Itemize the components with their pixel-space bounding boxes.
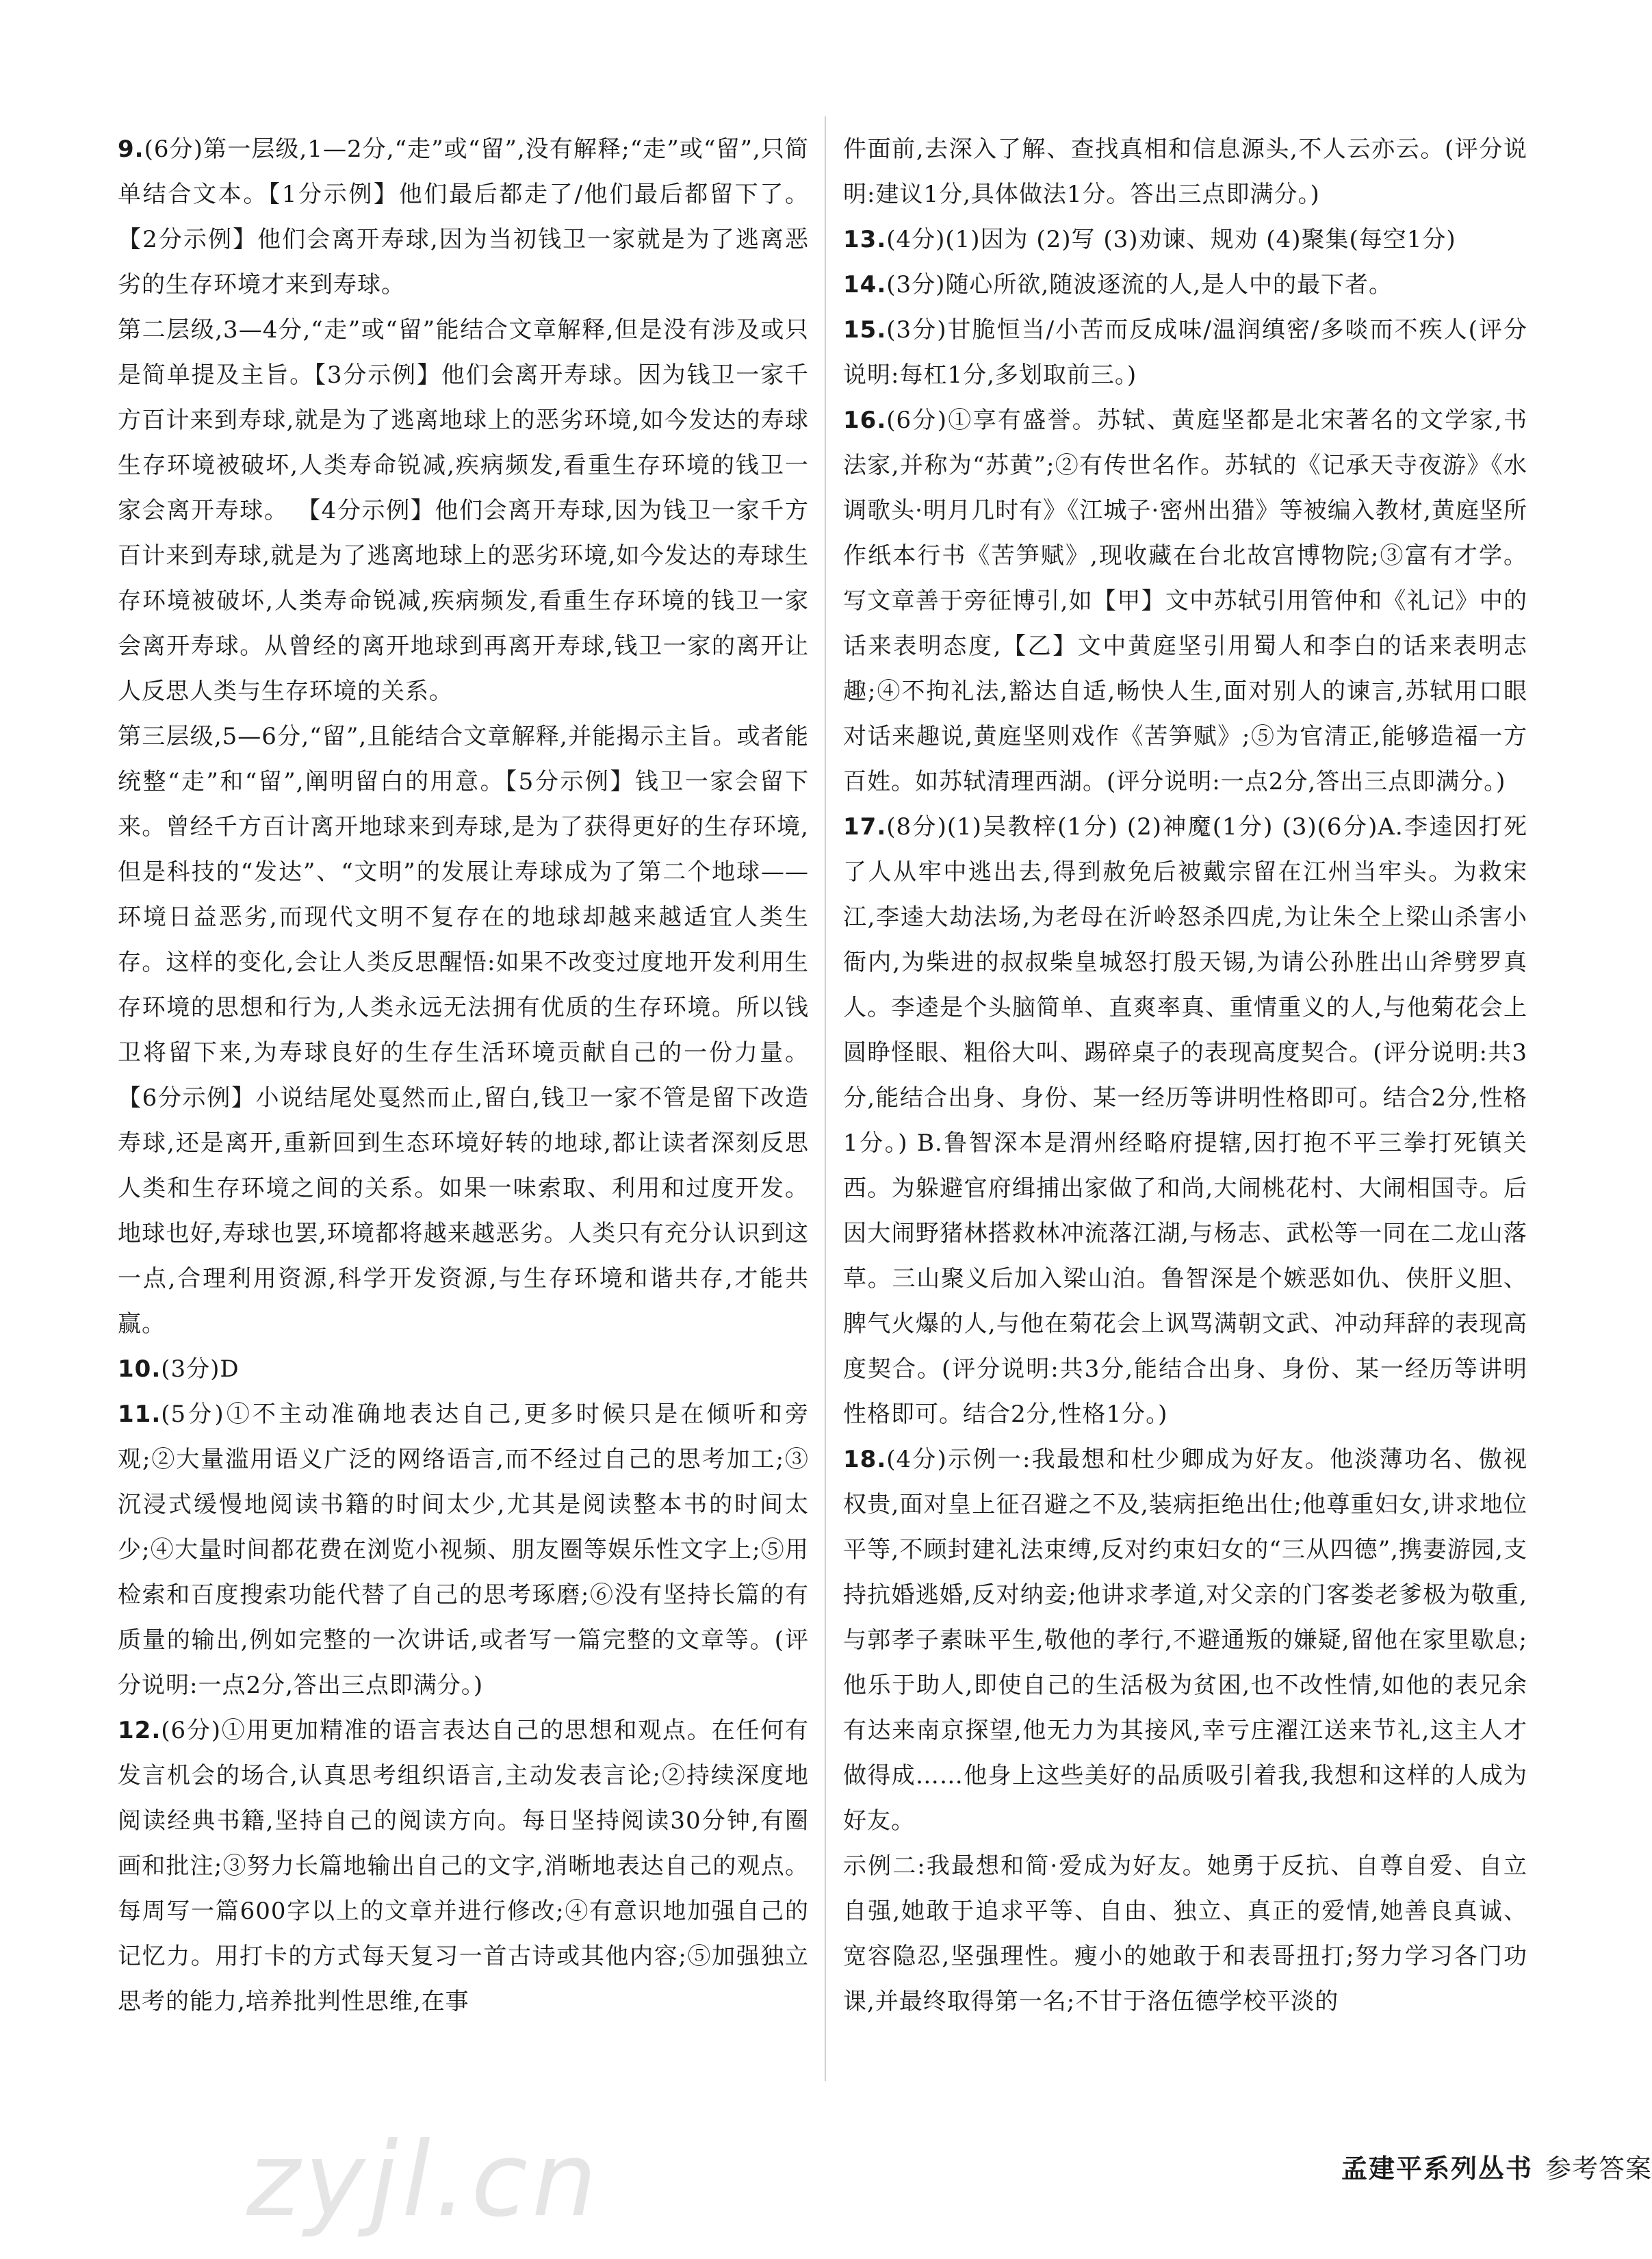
answer-text: (5分)①不主动准确地表达自己,更多时候只是在倾听和旁观;②大量滥用语义广泛的网络语言,而不经过自己的思考加工;③沉浸式缓慢地阅读书籍的时间太少,尤其是阅读整本书的时间太少;④大量时间都花费在浏览小视频、朋友圈等娱乐性文字上;⑤用检索和百度搜索功能代替了自己的思考琢磨;⑥没有坚持长篇的有质量的输出,例如完整的一次讲话,或者写一篇完整的文章等。(评分说明:一点2分,答出三点即满分。) [118,1401,809,1699]
question-number: 15. [843,316,887,344]
answer-text: (6分)①享有盛誉。苏轼、黄庭坚都是北宋著名的文学家,书法家,并称为“苏黄”;②有传世名作。苏轼的《记承天寺夜游》《水调歌头·明月几时有》《江城子·密州出猎》等被编入教材,黄庭坚所作纸本行书《苦笋赋》,现收藏在台北故宫博物院;③富有才学。写文章善于旁征博引,如【甲】文中苏轼引用管仲和《礼记》中的话来表明态度,【乙】文中黄庭坚引用蜀人和李白的话来表明志趣;④不拘礼法,豁达自适,畅快人生,面对别人的谏言,苏轼用口眼对话来趣说,黄庭坚则戏作《苦笋赋》;⑤为官清正,能够造福一方百姓。如苏轼清理西湖。(评分说明:一点2分,答出三点即满分。) [843,407,1527,795]
answer-text: (3分)D [161,1355,240,1383]
answer-item [843,804,1527,1437]
answer-text: (6分)①用更加精准的语言表达自己的思想和观点。在任何有发言机会的场合,认真思考组织语言,主动发表言论;②持续深度地阅读经典书籍,坚持自己的阅读方向。每日坚持阅读30分钟,有圈画和批注;③努力长篇地输出自己的文字,消晰地表达自己的观点。每周写一篇600字以上的文章并进行修改;④有意识地加强自己的记忆力。用打卡的方式每天复习一首古诗或其他内容;⑤加强独立思考的能力,培养批判性思维,在事 [118,1717,809,2015]
answer-paragraph: 示例二:我最想和简·爱成为好友。她勇于反抗、自尊自爱、自立自强,她敢于追求平等、自由、独立、真正的爱情,她善良真诚、宽容隐忍,坚强理性。瘦小的她敢于和表哥扭打;努力学习各门功课,并最终取得第一名;不甘于洛伍德学校平淡的 [843,1852,1527,2015]
answer-text: (8分)(1)吴教梓(1分) (2)神魔(1分) (3)(6分)A.李逵因打死了人从牢中逃出去,得到赦免后被戴宗留在江州当牢头。为救宋江,李逵大劫法场,为老母在沂岭怒杀四虎,为让朱仝上梁山杀害小衙内,为柴进的叔叔柴皇城怒打殷天锡,为请公孙胜出山斧劈罗真人。李逵是个头脑简单、直爽率真、重情重义的人,与他菊花会上圆睁怪眼、粗俗大叫、踢碎桌子的表现高度契合。(评分说明:共3分,能结合出身、身份、某一经历等讲明性格即可。结合2分,性格1分。) B.鲁智深本是渭州经略府提辖,因打抱不平三拳打死镇关西。为躲避官府缉捕出家做了和尚,大闹桃花村、大闹相国寺。后因大闹野猪林搭救林冲流落江湖,与杨志、武松等一同在二龙山落草。三山聚义后加入梁山泊。鲁智深是个嫉恶如仇、侠肝义胆、脾气火爆的人,与他在菊花会上讽骂满朝文武、冲动拜辞的表现高度契合。(评分说明:共3分,能结合出身、身份、某一经历等讲明性格即可。结合2分,性格1分。) [843,813,1527,1428]
answer-item [843,398,1527,804]
answer-item [118,127,809,307]
answer-label: 参考答案 [1545,2154,1652,2184]
answer-item [843,307,1527,398]
question-number: 13. [843,226,887,253]
series-title: 孟建平系列丛书 [1341,2153,1534,2184]
answer-paragraph: 件面前,去深入了解、查找真相和信息源头,不人云亦云。(评分说明:建议1分,具体做法1分。答出三点即满分。) [843,136,1527,208]
column-divider [825,116,826,2081]
question-number: 18. [843,1446,887,1473]
right-column [843,127,1527,2024]
question-number: 17. [843,813,887,841]
question-number: 11. [118,1401,162,1428]
answer-paragraph: 第三层级,5—6分,“留”,且能结合文章解释,并能揭示主旨。或者能统整“走”和“留”,阐明留白的用意。【5分示例】钱卫一家会留下来。曾经千方百计离开地球来到寿球,是为了获得更好的生存环境,但是科技的“发达”、“文明”的发展让寿球成为了第二个地球——环境日益恶劣,而现代文明不复存在的地球却越来越适宜人类生存。这样的变化,会让人类反思醒悟:如果不改变过度地开发利用生存环境的思想和行为,人类永远无法拥有优质的生存环境。所以钱卫将留下来,为寿球良好的生存生活环境贡献自己的一份力量。 【6分示例】小说结尾处戛然而止,留白,钱卫一家不管是留下改造寿球,还是离开,重新回到生态环境好转的地球,都让读者深刻反思人类和生存环境之间的关系。如果一味索取、利用和过度开发。地球也好,寿球也罢,环境都将越来越恶劣。人类只有充分认识到这一点,合理利用资源,科学开发资源,与生存环境和谐共存,才能共赢。 [118,723,809,1338]
answer-text: (4分)示例一:我最想和杜少卿成为好友。他淡薄功名、傲视权贵,面对皇上征召避之不及,装病拒绝出仕;他尊重妇女,讲求地位平等,不顾封建礼法束缚,反对约束妇女的“三从四德”,携妻游园,支持抗婚逃婚,反对纳妾;他讲求孝道,对父亲的门客娄老爹极为敬重,与郭孝子素昧平生,敬他的孝行,不避通叛的嫌疑,留他在家里歇息;他乐于助人,即使自己的生活极为贫困,也不改性情,如他的表兄余有达来南京探望,他无力为其接风,幸亏庄濯江送来节礼,这主人才做得成……他身上这些美好的品质吸引着我,我想和这样的人成为好友。 [843,1446,1527,1835]
question-number: 14. [843,271,887,298]
question-number: 10. [118,1355,162,1383]
question-number: 12. [118,1717,162,1744]
answer-item [843,262,1527,307]
answer-paragraph: 第二层级,3—4分,“走”或“留”能结合文章解释,但是没有涉及或只是简单提及主旨。【3分示例】他们会离开寿球。因为钱卫一家千方百计来到寿球,就是为了逃离地球上的恶劣环境,如今发达的寿球生存环境被破坏,人类寿命锐减,疾病频发,看重生存环境的钱卫一家会离开寿球。 【4分示例】他们会离开寿球,因为钱卫一家千方百计来到寿球,就是为了逃离地球上的恶劣环境,如今发达的寿球生存环境被破坏,人类寿命锐减,疾病频发,看重生存环境的钱卫一家会离开寿球。从曾经的离开地球到再离开寿球,钱卫一家的离开让人反思人类与生存环境的关系。 [118,316,809,705]
answer-text: (3分)随心所欲,随波逐流的人,是人中的最下者。 [886,271,1393,298]
watermark: zyjl.cn [246,2121,602,2240]
page-footer [1341,2148,1652,2189]
answer-text: (3分)甘脆恒当/小苦而反成味/温润缜密/多啖而不疾人(评分说明:每杠1分,多划取前三。) [843,316,1527,389]
answer-item [118,1392,809,1708]
question-number: 9. [118,136,144,163]
answer-text: (6分)第一层级,1—2分,“走”或“留”,没有解释;“走”或“留”,只简单结合文本。【1分示例】他们最后都走了/他们最后都留下了。 【2分示例】他们会离开寿球,因为当初钱卫一家就是为了逃离恶劣的生存环境才来到寿球。 [118,136,809,298]
answer-item [118,1708,809,2024]
answer-item [118,1347,809,1392]
answer-item [843,217,1527,262]
question-number: 16. [843,407,887,434]
answer-item [843,1437,1527,1843]
answer-text: (4分)(1)因为 (2)写 (3)劝谏、规劝 (4)聚集(每空1分) [886,226,1456,253]
left-column [118,127,809,2024]
